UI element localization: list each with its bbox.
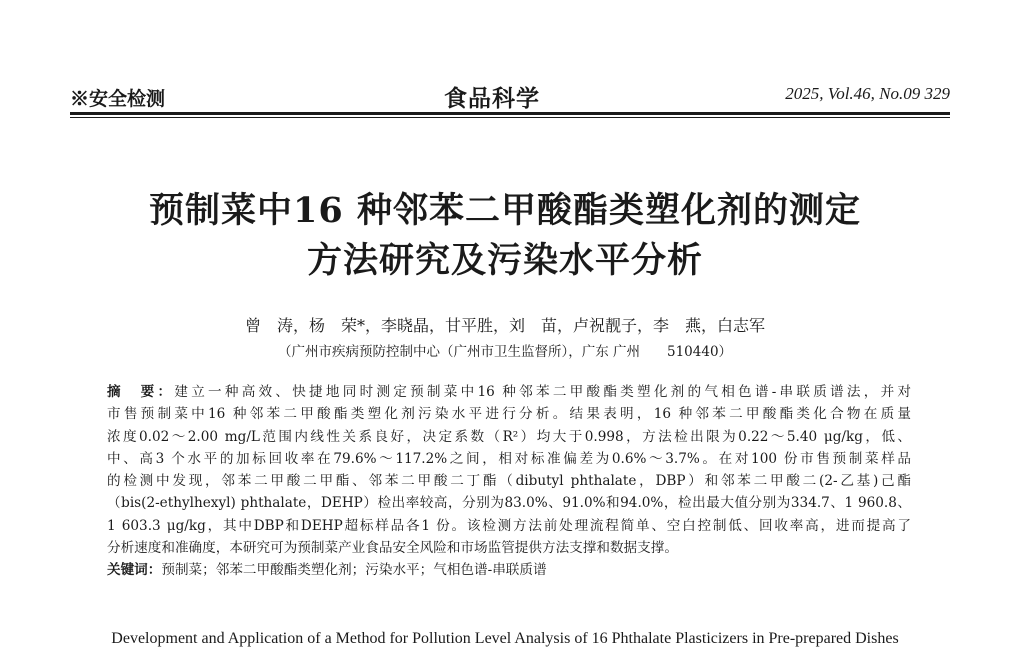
journal-name: 食品科学 bbox=[444, 86, 540, 112]
header-rule-thin bbox=[70, 117, 950, 118]
keywords-text: 预制菜；邻苯二甲酸酯类塑化剂；污染水平；气相色谱-串联质谱 bbox=[161, 562, 547, 579]
abstract-line: 的检测中发现，邻苯二甲酸二甲酯、邻苯二甲酸二丁酯（dibutyl phthalate，DBP）和邻苯二甲酸二(2-乙基)己酯 bbox=[107, 473, 911, 490]
affiliation: （广州市疾病预防控制中心（广州市卫生监督所），广东 广州 510440） bbox=[277, 344, 733, 360]
english-title: Development and Application of a Method for Pollution Level Analysis of 16 Phthalate Plasticizers in Pre-prepared Dishes bbox=[111, 630, 899, 647]
abstract-line: 分析速度和准确度，本研究可为预制菜产业食品安全风险和市场监管提供方法支撑和数据支撑。 bbox=[107, 540, 678, 557]
abstract-label: 摘 要： bbox=[107, 384, 175, 400]
abstract-line: 浓度0.02～2.00 mg/L范围内线性关系良好，决定系数（R²）均大于0.998，方法检出限为0.22～5.40 μg/kg，低、 bbox=[107, 428, 911, 445]
abstract-line: 1 603.3 μg/kg，其中DBP和DEHP超标样品各1 份。该检测方法前处理流程简单、空白控制低、回收率高，进而提高了 bbox=[107, 517, 911, 534]
abstract-line: 市售预制菜中16 种邻苯二甲酸酯类塑化剂污染水平进行分析。结果表明，16 种邻苯二甲酸酯类化合物在质量 bbox=[107, 406, 911, 423]
abstract-line: 中、高3 个水平的加标回收率在79.6%～117.2%之间，相对标准偏差为0.6%～3.7%。在对100 份市售预制菜样品 bbox=[107, 450, 911, 467]
section-tag: ※安全检测 bbox=[70, 88, 166, 110]
keywords bbox=[107, 559, 911, 581]
author-list: 曾 涛，杨 荣*，李晓晶，甘平胜，刘 苗，卢祝靓子，李 燕，白志军 bbox=[244, 316, 765, 335]
abstract bbox=[107, 381, 911, 582]
article-title-line-1: 预制菜中16 种邻苯二甲酸酯类塑化剂的测定 bbox=[149, 190, 861, 231]
abstract-line: （bis(2-ethylhexyl) phthalate，DEHP）检出率较高，分别为83.0%、91.0%和94.0%，检出最大值分别为334.7、1 960.8、 bbox=[107, 495, 911, 512]
keywords-label: 关键词： bbox=[107, 562, 162, 579]
article-title-line-2: 方法研究及污染水平分析 bbox=[306, 240, 703, 281]
abstract-line: 摘 要：建立一种高效、快捷地同时测定预制菜中16 种邻苯二甲酸酯类塑化剂的气相色谱-串联质谱法，并对 bbox=[107, 384, 911, 400]
issue-info: 2025, Vol.46, No.09 329 bbox=[785, 84, 950, 103]
header-rule-thick bbox=[70, 112, 950, 115]
page-header bbox=[70, 80, 950, 110]
